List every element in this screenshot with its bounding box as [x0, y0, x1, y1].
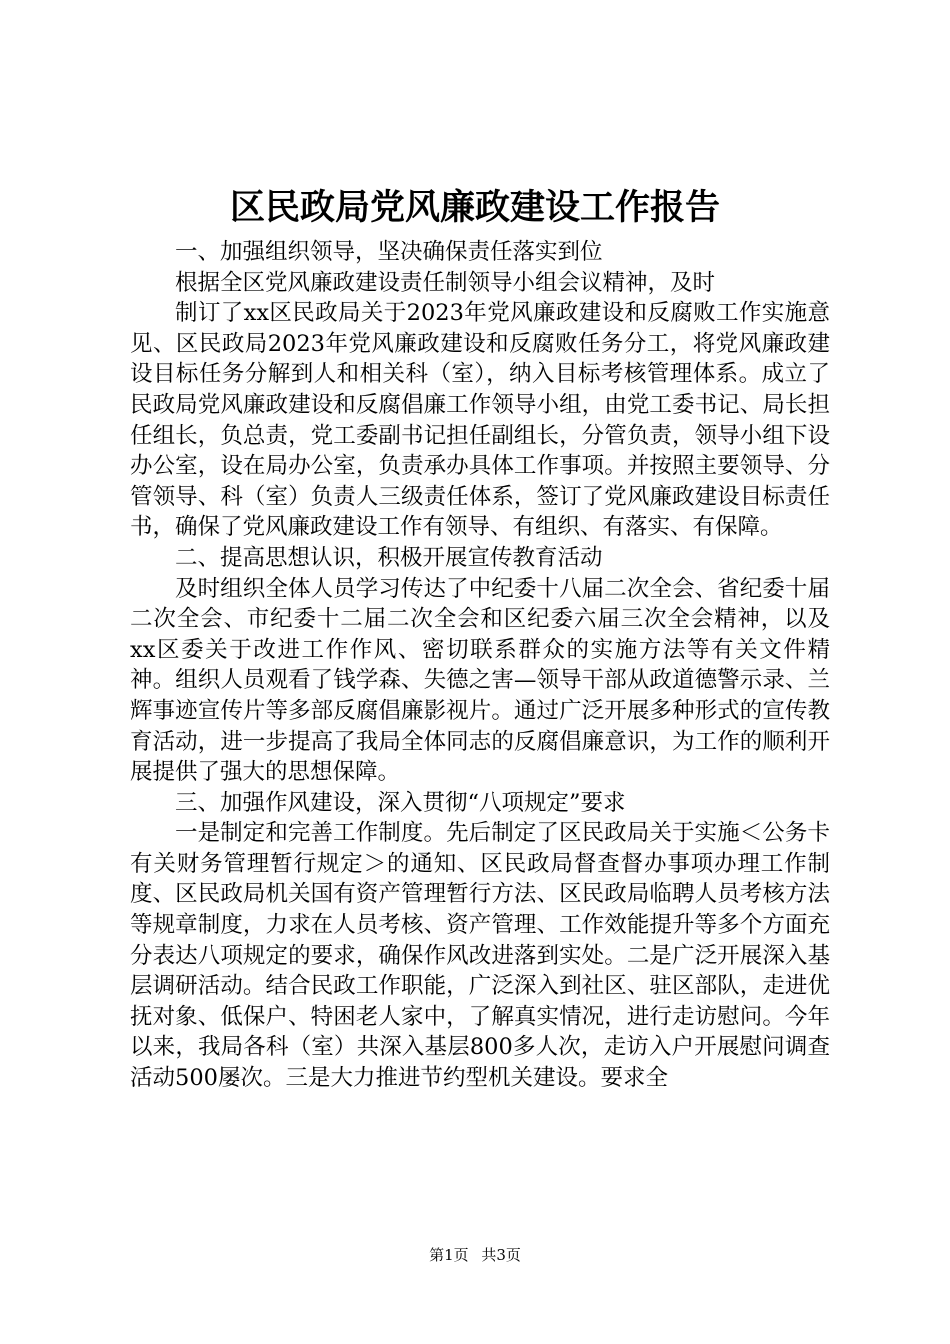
section-heading-2: 二、提高思想认识，积极开展宣传教育活动: [175, 544, 603, 571]
document-title: 区民政局党风廉政建设工作报告: [229, 187, 720, 228]
page-footer: [0, 1245, 950, 1265]
paragraph-intro: 根据全区党风廉政建设责任制领导小组会议精神，及时: [175, 269, 716, 296]
section-heading-1: 一、加强组织领导，坚决确保责任落实到位: [175, 239, 603, 265]
paragraph-3: 一是制定和完善工作制度。先后制定了区民政局关于实施＜公务卡有关财务管理暂行规定＞的通知、区民政局督查督办事项办理工作制度、区民政局机关国有资产管理暂行方法、区民政局临聘人员考核方法等规章制度，力求在人员考核、资产管理、工作效能提升等多个方面充分表达八项规定的要求，确保作风改进落到实处。二是广泛开展深入基层调研活动。结合民政工作职能，广泛深入到社区、驻区部队，走进优抚对象、低保户、特困老人家中，了解真实情况，进行走访慰问。今年以来，我局各科（室）共深入基层800多人次，走访入户开展慰问调查活动500屡次。三是大力推进节约型机关建设。要求全: [130, 820, 830, 1092]
page-total: 共3页: [481, 1246, 521, 1264]
section-heading-3: 三、加强作风建设，深入贯彻“八项规定”要求: [175, 789, 626, 816]
paragraph-1: 制订了xx区民政局关于2023年党风廉政建设和反腐败工作实施意见、区民政局2023年党风廉政建设和反腐败任务分工，将党风廉政建设目标任务分解到人和相关科（室），纳入目标考核管理体系。成立了民政局党风廉政建设和反腐倡廉工作领导小组，由党工委书记、局长担任组长，负总责，党工委副书记担任副组长，分管负责，领导小组下设办公室，设在局办公室，负责承办具体工作事项。并按照主要领导、分管领导、科（室）负责人三级责任体系，签订了党风廉政建设目标责任书，确保了党风廉政建设工作有领导、有组织、有落实、有保障。: [130, 300, 830, 541]
document-body: [130, 237, 830, 1094]
page-number: 第1页: [429, 1246, 469, 1264]
paragraph-2: 及时组织全体人员学习传达了中纪委十八届二次全会、省纪委十届二次全会、市纪委十二届二次全会和区纪委六届三次全会精神，以及xx区委关于改进工作作风、密切联系群众的实施方法等有关文件精神。组织人员观看了钱学森、失德之害—领导干部从政道德警示录、兰辉事迹宣传片等多部反腐倡廉影视片。通过广泛开展多种形式的宣传教育活动，进一步提高了我局全体同志的反腐倡廉意识，为工作的顺利开展提供了强大的思想保障。: [130, 575, 830, 786]
